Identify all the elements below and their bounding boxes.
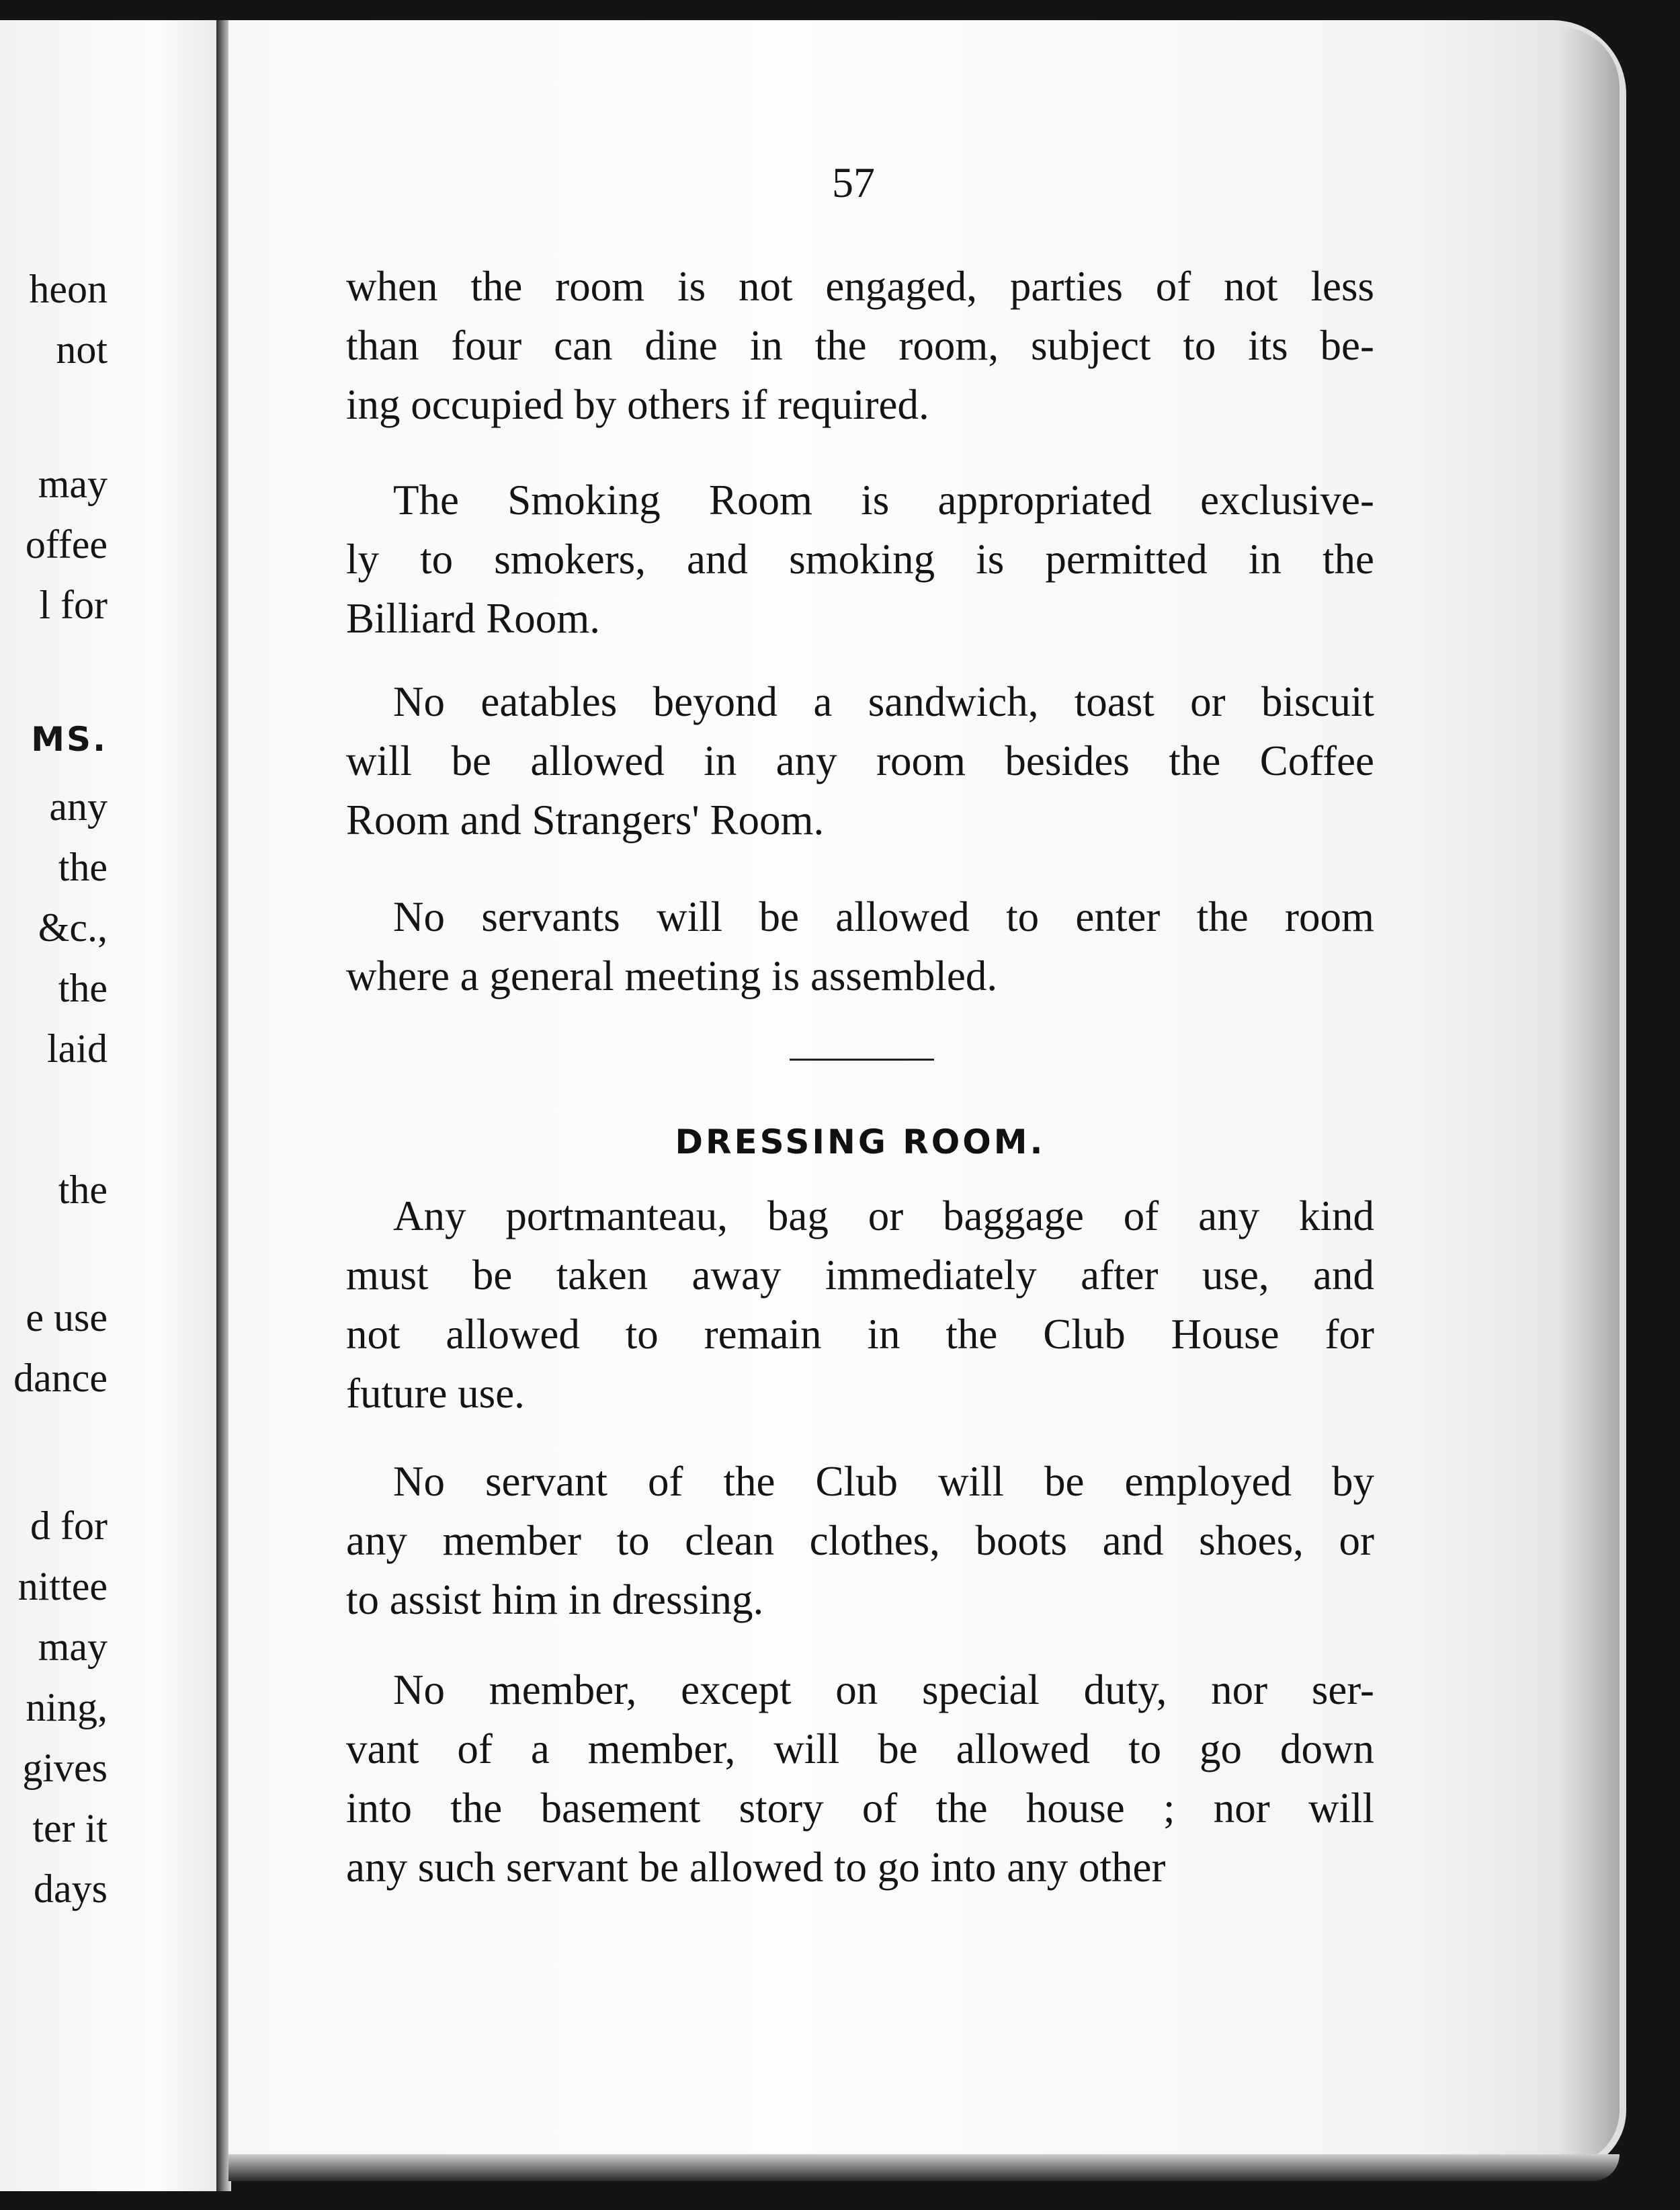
- paragraph-line: must be taken away immediately after use, and: [346, 1252, 1374, 1299]
- page-bottom-shadow: [228, 2154, 1620, 2181]
- paragraph-line: any such servant be allowed to go into any other: [346, 1844, 1166, 1891]
- left-page-text-fragment: may: [38, 1625, 108, 1669]
- paragraph-line: where a general meeting is assembled.: [346, 952, 998, 999]
- paragraph-line: than four can dine in the room, subject to its be-: [346, 322, 1374, 369]
- left-page-text-fragment: &c.,: [38, 905, 108, 950]
- paragraph-line: No member, except on special duty, nor ser-: [393, 1666, 1374, 1713]
- paragraph-line: to assist him in dressing.: [346, 1576, 764, 1623]
- paragraph-line: No eatables beyond a sandwich, toast or biscuit: [393, 678, 1374, 725]
- left-page-text-fragment: the: [58, 966, 108, 1010]
- left-page-text-fragment: laid: [47, 1026, 108, 1071]
- paragraph-line: future use.: [346, 1370, 525, 1417]
- paragraph-line: not allowed to remain in the Club House for: [346, 1311, 1374, 1358]
- paragraph-line: into the basement story of the house ; nor will: [346, 1785, 1374, 1832]
- paragraph-line: vant of a member, will be allowed to go down: [346, 1725, 1374, 1772]
- left-page-text-fragment: the: [58, 845, 108, 889]
- paragraph: [346, 470, 1374, 648]
- left-page-text-fragment: not: [56, 327, 108, 372]
- left-page-text-fragment: offee: [25, 522, 108, 567]
- left-page-text-fragment: gives: [22, 1746, 108, 1790]
- paragraph-line: ing occupied by others if required.: [346, 381, 929, 428]
- paragraph-line: ly to smokers, and smoking is permitted in the: [346, 536, 1374, 583]
- paragraph: [346, 1452, 1374, 1629]
- paragraph-line: No servants will be allowed to enter the room: [393, 893, 1374, 940]
- section-divider-rule: [790, 1059, 934, 1061]
- paragraph: [346, 1660, 1374, 1897]
- left-page-text-fragment: heon: [29, 267, 108, 311]
- paragraph: [346, 257, 1374, 434]
- paragraph-line: Room and Strangers' Room.: [346, 796, 825, 844]
- left-page-text-fragment: may: [38, 462, 108, 506]
- left-page-text-fragment: the: [58, 1168, 108, 1212]
- paragraph: [346, 1186, 1374, 1423]
- left-page-text-fragment: ter it: [32, 1806, 108, 1850]
- left-page-heading-fragment: MS.: [31, 720, 108, 759]
- left-page-text-fragment: ning,: [26, 1685, 108, 1729]
- page-edge-shadow: [1559, 27, 1620, 2164]
- paragraph: [346, 672, 1374, 850]
- left-page-text-fragment: days: [34, 1867, 108, 1911]
- paragraph-line: will be allowed in any room besides the Coffee: [346, 737, 1374, 784]
- page-number: 57: [832, 159, 875, 206]
- section-heading: DRESSING ROOM.: [675, 1122, 1046, 1161]
- paragraph-line: Billiard Room.: [346, 595, 600, 642]
- left-page-text-fragment: nittee: [17, 1564, 108, 1608]
- paragraph: [346, 887, 1374, 1006]
- paragraph-line: No servant of the Club will be employed by: [393, 1458, 1374, 1505]
- paragraph-line: any member to clean clothes, boots and shoes, or: [346, 1517, 1374, 1564]
- left-page-text-fragment: e use: [26, 1295, 108, 1340]
- left-page-text-fragment: any: [49, 784, 108, 829]
- left-page-text-fragment: l for: [39, 583, 108, 627]
- paragraph-line: when the room is not engaged, parties of not less: [346, 263, 1374, 310]
- paragraph-line: The Smoking Room is appropriated exclusive-: [393, 477, 1374, 524]
- paragraph-line: Any portmanteau, bag or baggage of any kind: [393, 1192, 1374, 1239]
- previous-page-fragment: [0, 20, 222, 2191]
- left-page-text-fragment: d for: [30, 1504, 108, 1548]
- left-page-text-fragment: dance: [13, 1356, 108, 1400]
